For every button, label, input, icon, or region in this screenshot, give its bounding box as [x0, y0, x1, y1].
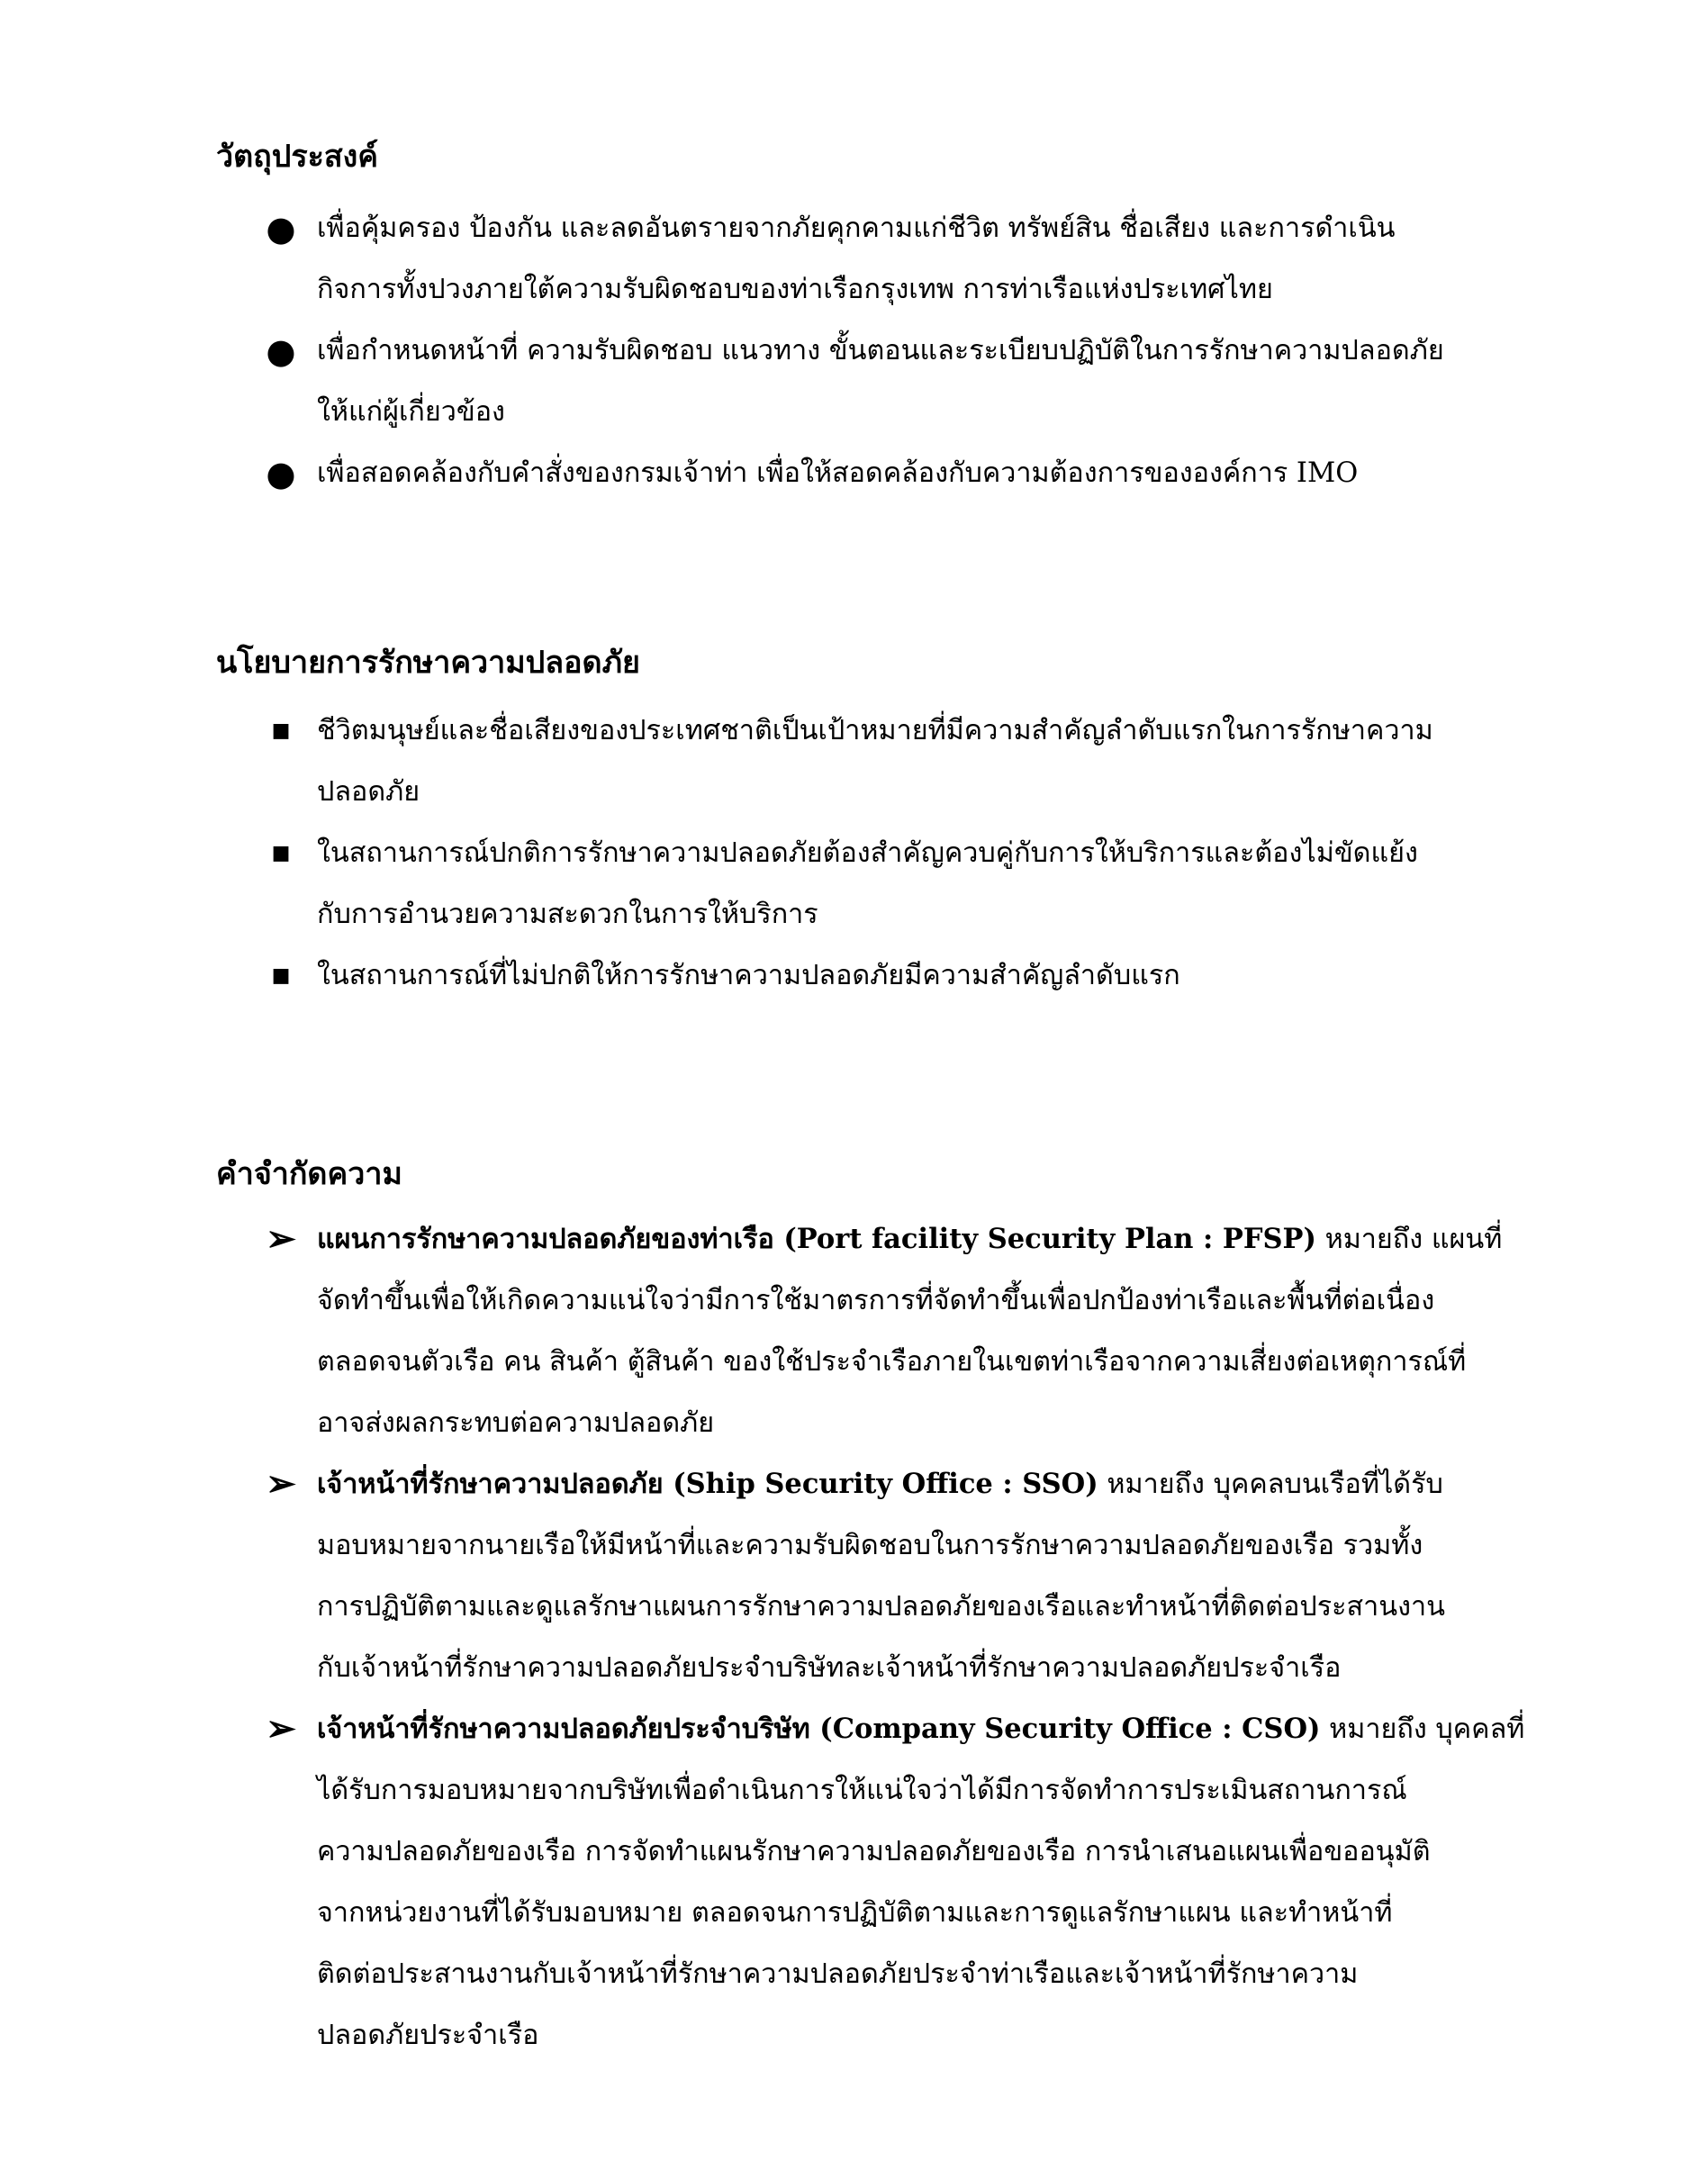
definition-pfsp-first-line: [317, 1208, 1501, 1270]
policy-item-3-line-1: ในสถานการณ์ที่ไม่ปกติให้การรักษาความปลอดภัยมีความสำคัญลำดับแรก: [317, 960, 1180, 991]
definition-sso-line-3: การปฏิบัติตามและดูแลรักษาแผนการรักษาความปลอดภัยของเรือและทำหน้าที่ติดต่อประสานงาน: [317, 1591, 1445, 1623]
objectives-item-1-line-2: กิจการทั้งปวงภายใต้ความรับผิดชอบของท่าเรือกรุงเทพ การท่าเรือแห่งประเทศไทย: [317, 274, 1273, 305]
definition-pfsp: [317, 1208, 1501, 1454]
policy-item-2-line-1: ในสถานการณ์ปกติการรักษาความปลอดภัยต้องสำคัญควบคู่กับการให้บริการและต้องไม่ขัดแย้ง: [317, 837, 1418, 869]
objectives-bullet-2: ●: [266, 331, 296, 371]
definitions-bullet-1: ➢: [266, 1217, 296, 1260]
objectives-item-2-line-1: เพื่อกำหนดหน้าที่ ความรับผิดชอบ แนวทาง ขั้นตอนและระเบียบปฏิบัติในการรักษาความปลอดภัย: [317, 335, 1444, 366]
definition-pfsp-first-line-rest: หมายถึง แผนที่: [1315, 1224, 1503, 1255]
definition-cso-line-5: ติดต่อประสานงานกับเจ้าหน้าที่รักษาความปลอดภัยประจำท่าเรือและเจ้าหน้าที่รักษาความ: [317, 1958, 1359, 1990]
objectives-heading: วัตถุประสงค์: [216, 139, 378, 175]
definitions-bullet-3: ➢: [266, 1707, 296, 1750]
objectives-bullet-3: ●: [266, 454, 296, 493]
objectives-item-3-line-1: เพื่อสอดคล้องกับคำสั่งของกรมเจ้าท่า เพื่อให้สอดคล้องกับความต้องการขององค์การ IMO: [317, 457, 1359, 489]
objectives-item-2-line-2: ให้แก่ผู้เกี่ยวข้อง: [317, 396, 505, 428]
definition-pfsp-line-2: จัดทำขึ้นเพื่อให้เกิดความแน่ใจว่ามีการใช้มาตรการที่จัดทำขึ้นเพื่อปกป้องท่าเรือและพื้นที่ต่อเนื่อง: [317, 1285, 1435, 1316]
policy-heading: นโยบายการรักษาความปลอดภัย: [216, 645, 640, 681]
objectives-bullet-1: ●: [266, 209, 296, 249]
definition-cso-line-4: จากหน่วยงานที่ได้รับมอบหมาย ตลอดจนการปฏิบัติตามและการดูแลรักษาแผน และทำหน้าที่: [317, 1897, 1393, 1929]
definition-sso: [317, 1453, 1501, 1699]
policy-item-2: [317, 823, 1501, 945]
definition-cso-term: เจ้าหน้าที่รักษาความปลอดภัยประจำบริษัท (Company Security Office : CSO): [317, 1713, 1321, 1745]
policy-bullet-3: ■: [271, 964, 291, 987]
policy-item-3: [317, 945, 1501, 1007]
definition-sso-line-2: มอบหมายจากนายเรือให้มีหน้าที่และความรับผิดชอบในการรักษาความปลอดภัยของเรือ รวมทั้ง: [317, 1530, 1423, 1561]
policy-bullet-2: ■: [271, 842, 291, 864]
definition-cso: [317, 1698, 1525, 2066]
objectives-item-1: [317, 198, 1501, 321]
definition-cso-line-2: ได้รับการมอบหมายจากบริษัทเพื่อดำเนินการให้แน่ใจว่าได้มีการจัดทำการประเมินสถานการณ์: [317, 1775, 1407, 1806]
definition-cso-first-line: [317, 1698, 1525, 1760]
objectives-item-3: [317, 443, 1501, 504]
definition-pfsp-line-3: ตลอดจนตัวเรือ คน สินค้า ตู้สินค้า ของใช้ประจำเรือภายในเขตท่าเรือจากความเสี่ยงต่อเหตุการณ์ที่: [317, 1346, 1467, 1378]
definition-cso-line-6: ปลอดภัยประจำเรือ: [317, 2020, 539, 2051]
policy-item-1-line-2: ปลอดภัย: [317, 776, 420, 808]
objectives-item-1-line-1: เพื่อคุ้มครอง ป้องกัน และลดอันตรายจากภัยคุกคามแก่ชีวิต ทรัพย์สิน ชื่อเสียง และการดำเนิน: [317, 212, 1396, 244]
definition-sso-line-4: กับเจ้าหน้าที่รักษาความปลอดภัยประจำบริษัทละเจ้าหน้าที่รักษาความปลอดภัยประจำเรือ: [317, 1652, 1342, 1684]
definitions-heading: คำจำกัดความ: [216, 1156, 402, 1192]
definition-sso-first-line-rest: หมายถึง บุคคลบนเรือที่ได้รับ: [1098, 1469, 1443, 1500]
objectives-item-2: [317, 321, 1501, 443]
policy-bullet-1: ■: [271, 719, 291, 742]
definitions-bullet-2: ➢: [266, 1462, 296, 1505]
policy-item-1-line-1: ชีวิตมนุษย์และชื่อเสียงของประเทศชาติเป็นเป้าหมายที่มีความสำคัญลำดับแรกในการรักษาความ: [317, 715, 1433, 746]
policy-item-2-line-2: กับการอำนวยความสะดวกในการให้บริการ: [317, 899, 818, 930]
definition-cso-first-line-rest: หมายถึง บุคคลที่: [1320, 1713, 1525, 1745]
definition-pfsp-term: แผนการรักษาความปลอดภัยของท่าเรือ (Port facility Security Plan : PFSP): [317, 1223, 1316, 1255]
definition-cso-line-3: ความปลอดภัยของเรือ การจัดทำแผนรักษาความปลอดภัยของเรือ การนำเสนอแผนเพื่อขออนุมัติ: [317, 1836, 1431, 1867]
definition-sso-term: เจ้าหน้าที่รักษาความปลอดภัย (Ship Security Office : SSO): [317, 1468, 1098, 1500]
definition-pfsp-line-4: อาจส่งผลกระทบต่อความปลอดภัย: [317, 1407, 715, 1439]
policy-item-1: [317, 701, 1501, 823]
definition-sso-first-line: [317, 1453, 1501, 1515]
